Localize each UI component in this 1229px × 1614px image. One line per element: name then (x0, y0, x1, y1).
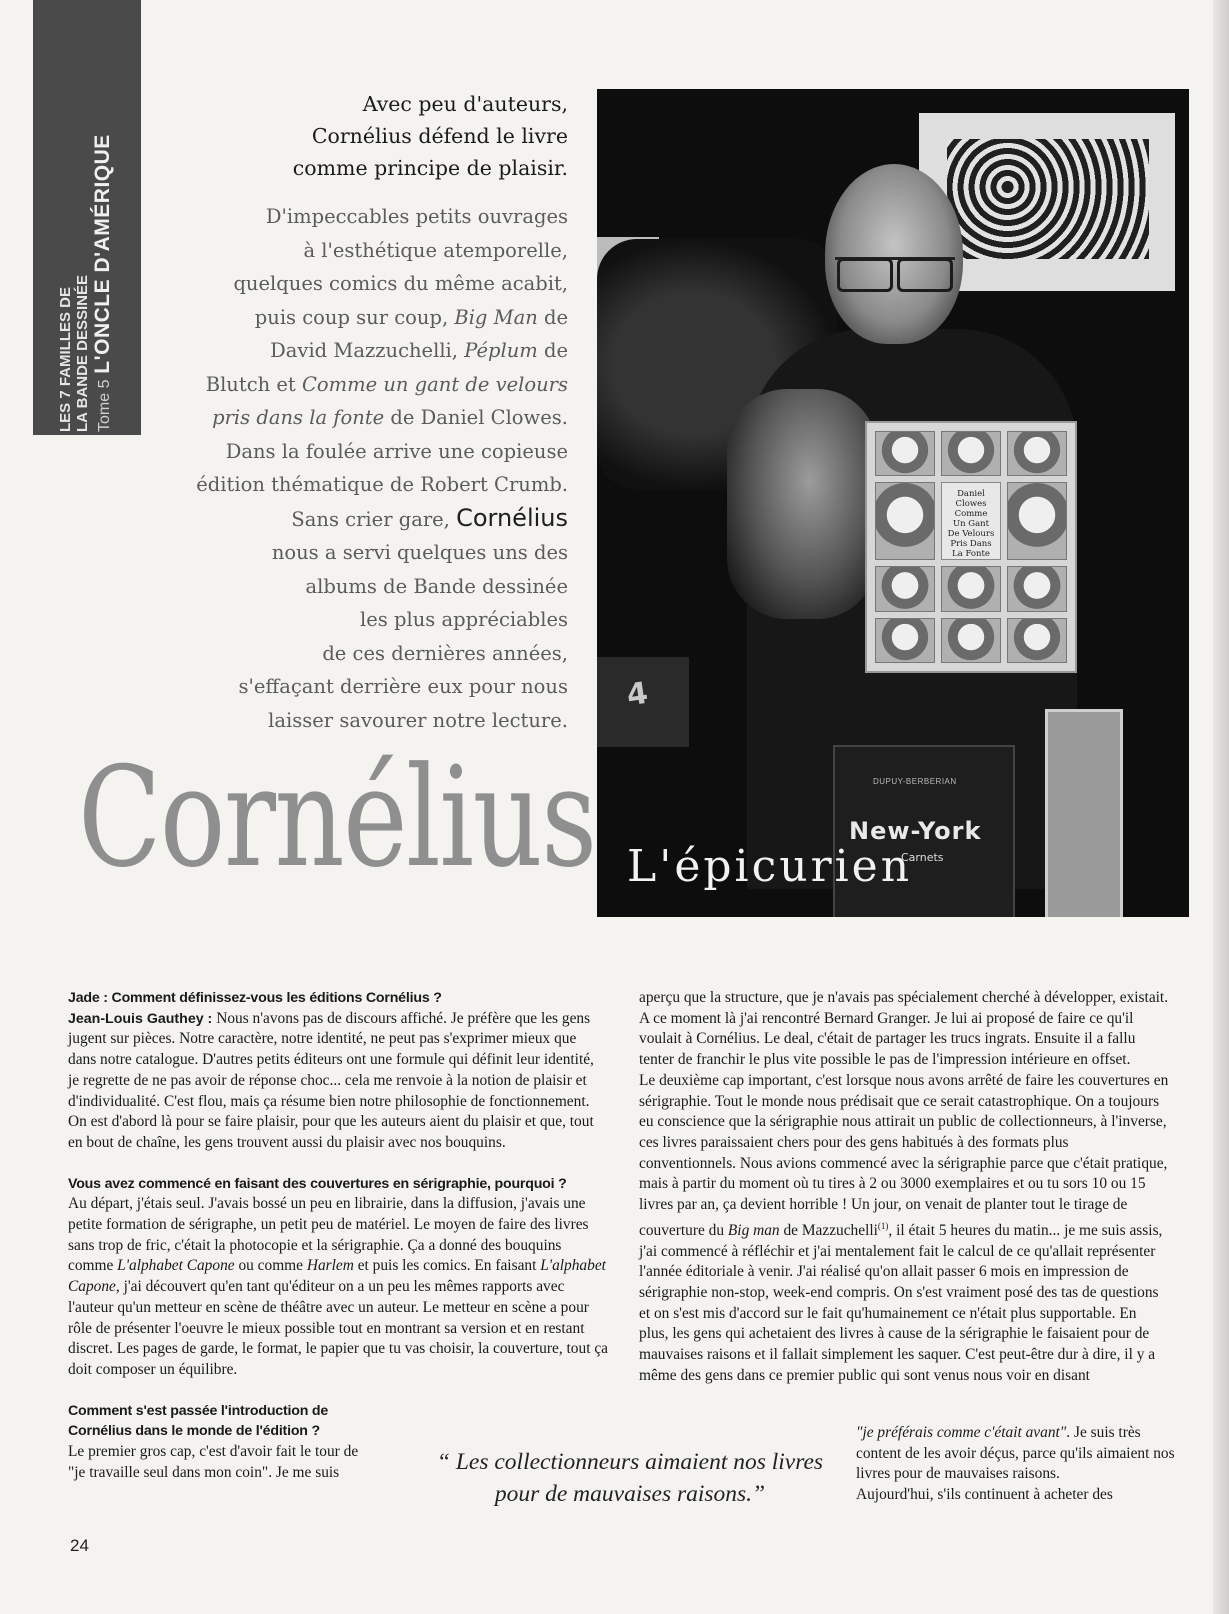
lead-line: Avec peu d'auteurs, (362, 92, 568, 116)
article-column-1 (68, 988, 608, 1483)
intro-line: nous a servi quelques uns des (271, 541, 568, 564)
intro-line: D'impeccables petits ouvrages (265, 205, 568, 228)
intro-line: puis coup sur coup, Big Man de (254, 305, 568, 329)
answer-3: Le premier gros cap, c'est d'avoir fait le tour de "je travaille seul dans mon coin". Je me suis (68, 1443, 359, 1481)
answer-3-paragraph-2: Le deuxième cap important, c'est lorsque nous avons arrêté de faire les couvertures en sérigraphie. Tout le monde nous prédisait que ce serait catastrophique. On a toujours eu conscience que la sérigraphie nous attirait un public de collectionneurs, à l'inverse, ces livres paraissaient chers pour des gens habitués à des formats plus conventionnels. Nous avions commencé avec la sérigraphie parce que c'était pratique, mais à partir du moment où tu tires à 2 ou 3000 exemplaires et ou tu sors 10 ou 15 livres par an, ça devient horrible ! Un jour, on venait de planter tout le tirage de couverture du Big man de Mazzuchelli$^{(1)}$, il était 5 heures du matin... je me suis assis, j'ai commencé à réfléchir et j'ai mentalement fait le calcul de ce qu'allait représenter l'année éditoriale à venir. J'ai réalisé qu'on allait passer 6 mois en impression de sérigraphie non-stop, week-end compris. On s'est vraiment posé des tas de questions et on s'est mis d'accord sur le fait qu'humainement ce n'était plus supportable. En plus, les gens qui achetaient des livres à cause de la sérigraphie le faisaient pour de mauvaises raisons et il fallait simplement les saquer. C'est peut-être dur à dire, il y a même des gens dans ce premier public qui sont venus nous voir en disant (639, 1071, 1169, 1384)
article-column-2 (639, 988, 1169, 1386)
glasses-icon (835, 257, 955, 290)
article-title: Cornélius (78, 737, 596, 898)
article-subtitle: L'épicurien (627, 841, 913, 892)
page-number: 24 (70, 1536, 89, 1555)
series-tome: Tome 5 (96, 379, 113, 432)
intro-line: David Mazzuchelli, Péplum de (270, 339, 568, 362)
answer-2: Au départ, j'étais seul. J'avais bossé un peu en librairie, dans la diffusion, j'avais une petite formation de sérigraphe, un petit peu de matériel. Le moyen de faire des livres sans trop de fric, c'était la photocopie et la sérigraphie. Ça a donné des bouquins comme L'alphabet Capone ou comme Harlem et puis les comics. En faisant L'alphabet Capone, j'ai découvert qu'en tant qu'éditeur on a un peu les mêmes rapports avec l'auteur qu'un metteur en scène de théâtre avec un auteur. Le metteur en scène a pour rôle de présenter l'oeuvre le mieux possible tout en montrant sa version et en restant discret. Les pages de garde, le format, le papier que tu vas choisir, la couverture, tout ça doit composer un équilibre. (68, 1195, 608, 1378)
series-title: L'ONCLE D'AMÉRIQUE (91, 134, 114, 374)
book-cover-title: Daniel Clowes Comme Un Gant De Velours Pris Dans La Fonte (941, 482, 1001, 560)
intro-line: de ces dernières années, (322, 641, 568, 665)
series-tag-line3 (91, 2, 117, 432)
answer-3-continued: aperçu que la structure, que je n'avais pas spécialement cherché à développer, existait. A ce moment là j'ai rencontré Bernard Granger. Je lui ai proposé de faire ce qu'il voulait à Cornélius. Le deal, c'était de partager les trucs ingrats. Ensuite il a fallu tenter de franchir le plus vite possible le pas de l'impression intérieure en offset. (639, 989, 1169, 1069)
speaker-name: Jean-Louis Gauthey : (68, 1010, 217, 1027)
portrait-photo (597, 89, 1189, 917)
intro-line: Sans crier gare, Cornélius (291, 503, 568, 532)
series-tag-line1: LES 7 FAMILLES DE (57, 286, 74, 432)
portrait-head (825, 164, 963, 344)
intro-text (150, 200, 568, 737)
answer-1: Jean-Louis Gauthey : Nous n'avons pas de discours affiché. Je préfère que les gens jugent sur pièces. Notre caractère, notre identité, ne peut pas s'exprimer mieux que dans notre catalogue. D'autres petits éditeurs ont une formule qui définit leur identité, je regrette de ne pas avoir de réponse choc... cela me renvoie à la notion de plaisir et d'individualité. C'est flou, mais ça résume bien notre philosophie de fonctionnement. On est d'abord là pour se faire plaisir, pour que les auteurs aient du plaisir et que, tout en bout de chaîne, les gens trouvent aussi du plaisir avec nos bouquins. (68, 1009, 594, 1151)
store-sign: 4 (597, 657, 689, 747)
question-3: Comment s'est passée l'introduction de Cornélius dans le monde de l'édition ? (68, 1402, 329, 1440)
book-cover-clowes (865, 421, 1077, 673)
question-1: Jade : Comment définissez-vous les éditions Cornélius ? (68, 990, 442, 1006)
intro-line: albums de Bande dessinée (305, 574, 568, 598)
lead-line: Cornélius défend le livre (311, 124, 568, 148)
book-ny-subtitle: Carnets (901, 851, 944, 864)
page-edge-shadow (1213, 0, 1229, 1614)
book-ny-title: New-York (849, 817, 982, 845)
hand-with-microphone (727, 389, 877, 619)
intro-line: pris dans la fonte de Daniel Clowes. (212, 406, 568, 429)
lead-text (200, 88, 568, 184)
series-tag-line2: LA BANDE DESSINÉE (74, 275, 91, 432)
mirror-frame (1045, 709, 1123, 917)
intro-line: quelques comics du même acabit, (233, 272, 568, 295)
intro-line: à l'esthétique atemporelle, (303, 238, 568, 262)
intro-line: s'effaçant derrière eux pour nous (238, 675, 568, 698)
article-column-2-end: "je préférais comme c'était avant". Je suis très content de les avoir déçus, parce qu'ils aimaient nos livres pour de mauvaises raisons. Aujourd'hui, s'ils continuent à acheter des (856, 1424, 1175, 1504)
question-2: Vous avez commencé en faisant des couvertures en sérigraphie, pourquoi ? (68, 1175, 567, 1192)
intro-line: Dans la foulée arrive une copieuse (225, 439, 568, 463)
intro-line: les plus appréciables (360, 608, 568, 631)
intro-line: édition thématique de Robert Crumb. (196, 473, 568, 496)
series-tag (33, 0, 141, 435)
book-ny-author: DUPUY-BERBERIAN (873, 777, 957, 786)
intro-line: laisser savourer notre lecture. (268, 708, 568, 732)
lead-line: comme principe de plaisir. (292, 156, 568, 180)
intro-line: Blutch et Comme un gant de velours (205, 372, 568, 396)
pull-quote: “ Les collectionneurs aimaient nos livres pour de mauvaises raisons.” (436, 1449, 824, 1507)
